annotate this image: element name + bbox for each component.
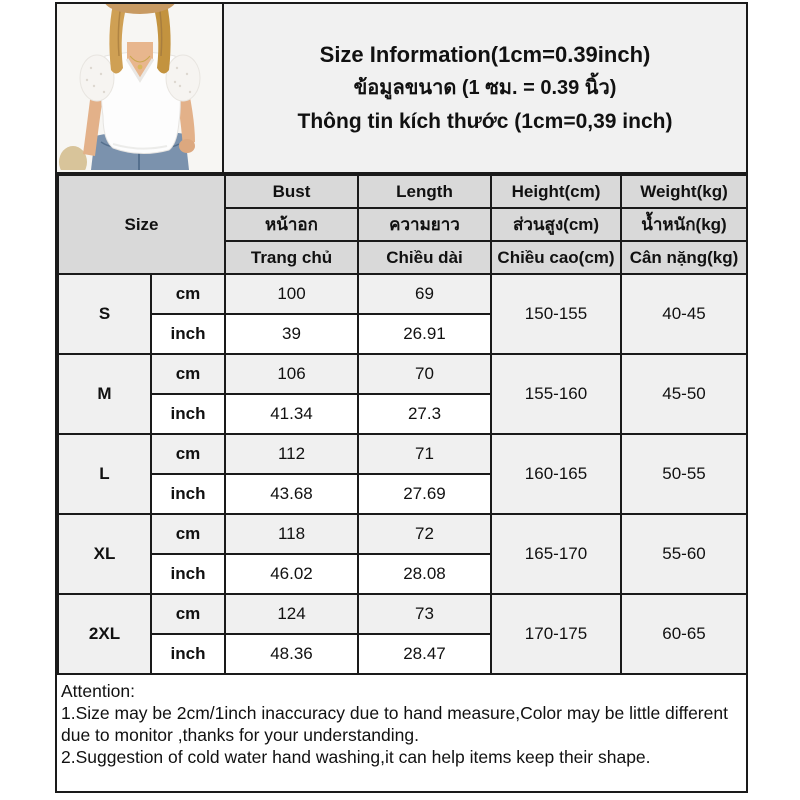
row-s-cm (58, 274, 747, 314)
bust-inch-s: 39 (225, 314, 358, 354)
size-label-l: L (58, 434, 151, 514)
product-photo (57, 4, 224, 172)
row-m-cm (58, 354, 747, 394)
attention-heading: Attention: (61, 681, 135, 701)
size-label-2xl: 2XL (58, 594, 151, 674)
col-height-vi: Chiều cao(cm) (491, 241, 621, 274)
size-label-xl: XL (58, 514, 151, 594)
length-inch-xl: 28.08 (358, 554, 491, 594)
unit-cm: cm (151, 274, 225, 314)
header-row-en (58, 175, 747, 208)
height-m: 155-160 (491, 354, 621, 434)
weight-2xl: 60-65 (621, 594, 747, 674)
col-length-en: Length (358, 175, 491, 208)
unit-inch: inch (151, 314, 225, 354)
unit-inch: inch (151, 394, 225, 434)
unit-inch: inch (151, 634, 225, 674)
size-label-s: S (58, 274, 151, 354)
height-l: 160-165 (491, 434, 621, 514)
attention-note-1: 1.Size may be 2cm/1inch inaccuracy due to hand measure,Color may be little different due to monitor ,thanks for your understanding. (61, 703, 728, 745)
col-height-th: ส่วนสูง(cm) (491, 208, 621, 241)
top-row (57, 4, 746, 174)
col-weight-en: Weight(kg) (621, 175, 747, 208)
bust-cm-s: 100 (225, 274, 358, 314)
unit-cm: cm (151, 594, 225, 634)
col-bust-vi: Trang chủ (225, 241, 358, 274)
weight-m: 45-50 (621, 354, 747, 434)
bust-cm-m: 106 (225, 354, 358, 394)
bust-cm-xl: 118 (225, 514, 358, 554)
length-inch-s: 26.91 (358, 314, 491, 354)
weight-l: 50-55 (621, 434, 747, 514)
title-block (224, 4, 746, 172)
col-weight-vi: Cân nặng(kg) (621, 241, 747, 274)
title-english: Size Information(1cm=0.39inch) (319, 42, 651, 67)
size-table (57, 174, 748, 675)
row-xl-cm (58, 514, 747, 554)
title-thai: ข้อมูลขนาด (1 ซม. = 0.39 นิ้ว) (353, 77, 617, 99)
unit-inch: inch (151, 554, 225, 594)
col-bust-th: หน้าอก (225, 208, 358, 241)
height-s: 150-155 (491, 274, 621, 354)
col-height-en: Height(cm) (491, 175, 621, 208)
bust-inch-l: 43.68 (225, 474, 358, 514)
attention-note-2: 2.Suggestion of cold water hand washing,it can help items keep their shape. (61, 747, 651, 767)
size-chart-sheet (55, 2, 748, 793)
length-cm-m: 70 (358, 354, 491, 394)
length-cm-s: 69 (358, 274, 491, 314)
bust-cm-2xl: 124 (225, 594, 358, 634)
weight-xl: 55-60 (621, 514, 747, 594)
title-vietnamese: Thông tin kích thước (1cm=0,39 inch) (297, 110, 673, 133)
bust-inch-m: 41.34 (225, 394, 358, 434)
unit-inch: inch (151, 474, 225, 514)
length-cm-2xl: 73 (358, 594, 491, 634)
size-header: Size (58, 175, 225, 274)
size-label-m: M (58, 354, 151, 434)
col-length-th: ความยาว (358, 208, 491, 241)
unit-cm: cm (151, 354, 225, 394)
col-length-vi: Chiều dài (358, 241, 491, 274)
unit-cm: cm (151, 514, 225, 554)
bust-cm-l: 112 (225, 434, 358, 474)
length-inch-2xl: 28.47 (358, 634, 491, 674)
attention-section (57, 675, 746, 768)
bust-inch-2xl: 48.36 (225, 634, 358, 674)
col-bust-en: Bust (225, 175, 358, 208)
weight-s: 40-45 (621, 274, 747, 354)
height-xl: 165-170 (491, 514, 621, 594)
bust-inch-xl: 46.02 (225, 554, 358, 594)
col-weight-th: น้ำหนัก(kg) (621, 208, 747, 241)
length-inch-l: 27.69 (358, 474, 491, 514)
model-illustration (57, 4, 222, 170)
length-cm-xl: 72 (358, 514, 491, 554)
length-inch-m: 27.3 (358, 394, 491, 434)
row-l-cm (58, 434, 747, 474)
length-cm-l: 71 (358, 434, 491, 474)
height-2xl: 170-175 (491, 594, 621, 674)
row-2xl-cm (58, 594, 747, 634)
unit-cm: cm (151, 434, 225, 474)
